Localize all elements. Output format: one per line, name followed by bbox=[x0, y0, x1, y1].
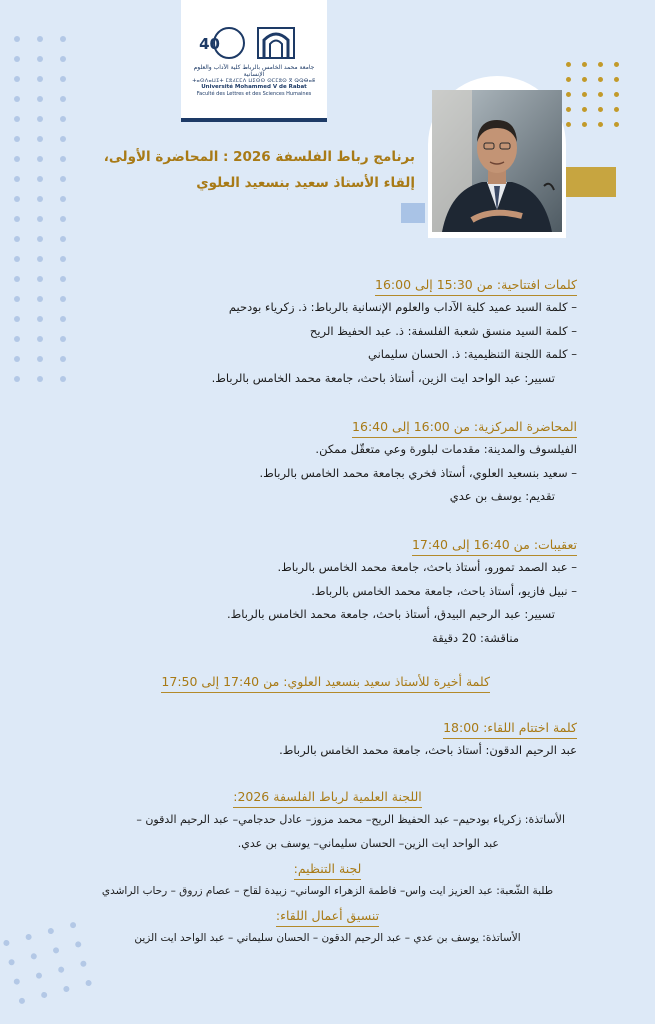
lecture-line: الفيلسوف والمدينة: مقدمات لبلورة وعي متعقّل ممكن. bbox=[315, 442, 577, 456]
comments-line: – نبيل فازيو، أستاذ باحث، جامعة محمد الخامس بالرباط. bbox=[311, 583, 577, 598]
organizing-heading: لجنة التنظيم: bbox=[294, 859, 362, 880]
opening-moderation: تسيير: عبد الواحد ايت الزين، أستاذ باحث، جامعة محمد الخامس بالرباط. bbox=[211, 370, 555, 385]
organizing-line: طلبة الشّعبة: عبد العزيز ايت واس– فاطمة الزهراء الوساني– زبيدة لقاح – عصام زروق – رحاب الراشدي bbox=[101, 885, 554, 897]
page-title bbox=[95, 144, 415, 196]
committee-section bbox=[90, 786, 565, 855]
speaker-photo-frame bbox=[428, 76, 566, 238]
comments-line: – عبد الصمد تمورو، أستاذ باحث، جامعة محمد الخامس بالرباط. bbox=[277, 560, 577, 574]
opening-line: – كلمة السيد عميد كلية الآداب والعلوم الإنسانية بالرباط: ذ. زكرياء بودحيم bbox=[228, 300, 577, 314]
lecture-line: – سعيد بنسعيد العلوي، أستاذ فخري بجامعة محمد الخامس بالرباط. bbox=[259, 465, 577, 480]
lecture-heading: المحاضرة المركزية: من 16:00 إلى 16:40 bbox=[352, 417, 577, 438]
opening-line: – كلمة اللجنة التنظيمية: ذ. الحسان سليماني bbox=[367, 347, 577, 361]
comments-section bbox=[227, 534, 577, 650]
logo-french-text: Université Mohammed V de Rabat bbox=[201, 84, 307, 90]
comments-moderation: تسيير: عبد الرحيم البيدق، أستاذ باحث، جامعة محمد الخامس بالرباط. bbox=[227, 607, 555, 621]
lecture-section bbox=[260, 416, 578, 509]
university-emblem-icon bbox=[199, 26, 296, 60]
final-word-section bbox=[161, 671, 490, 693]
decorative-dots-left bbox=[14, 36, 66, 382]
decorative-dots-gold bbox=[566, 62, 619, 127]
opening-heading: كلمات افتتاحية: من 15:30 إلى 16:00 bbox=[375, 275, 577, 296]
closing-heading: كلمة اختتام اللقاء: 18:00 bbox=[443, 718, 577, 739]
decorative-blue-rectangle bbox=[401, 203, 425, 223]
organizing-section bbox=[70, 858, 585, 904]
svg-text:40: 40 bbox=[199, 35, 220, 53]
logo-tifinagh-text: ⵜⴰⵙⴷⴰⵡⵉⵜ ⵎⵓⵃⵎⵎⴷ ⵡⵉⵙⵙ ⵙⵎⵎⵓⵙ ⴳ ⵕⵕⴱⴰⵟ bbox=[192, 78, 316, 84]
coordination-section bbox=[80, 905, 575, 951]
comments-heading: تعقيبات: من 16:40 إلى 17:40 bbox=[412, 535, 577, 556]
committee-heading: اللجنة العلمية لرباط الفلسفة 2026: bbox=[233, 787, 422, 808]
lecture-presentation: تقديم: يوسف بن عدي bbox=[449, 489, 555, 503]
title-line-2: إلقاء الأستاذ سعيد بنسعيد العلوي bbox=[196, 175, 415, 191]
title-line-1: برنامج رباط الفلسفة 2026 : المحاضرة الأولى، bbox=[103, 149, 415, 165]
committee-line: عبد الواحد ايت الزين– الحسان سليماني– يوسف بن عدي. bbox=[237, 836, 499, 850]
closing-section bbox=[279, 717, 577, 763]
coordination-heading: تنسيق أعمال اللقاء: bbox=[276, 906, 379, 927]
opening-line: – كلمة السيد منسق شعبة الفلسفة: ذ. عبد الحفيظ الريح bbox=[309, 323, 577, 338]
coordination-line: الأساتذة: يوسف بن عدي – عبد الرحيم الدقون – الحسان سليماني – عبد الواحد ايت الزين bbox=[134, 932, 521, 944]
closing-line: عبد الرحيم الدقون: أستاذ باحث، جامعة محمد الخامس بالرباط. bbox=[279, 743, 577, 757]
speaker-photo bbox=[432, 90, 562, 232]
opening-section bbox=[212, 274, 577, 390]
university-logo-card bbox=[181, 0, 327, 122]
comments-discussion: مناقشة: 20 دقيقة bbox=[432, 630, 519, 645]
committee-line: الأساتذة: زكرياء بودحيم– عبد الحفيظ الريح– محمد مزوز– عادل حدجامي– عبد الرحيم الدقون – bbox=[136, 813, 565, 826]
logo-french-subtitle: Faculté des Lettres et des Sciences Humaines bbox=[196, 91, 312, 97]
logo-arabic-text: جامعة محمد الخامس بالرباط كلية الآداب والعلوم الإنسانية bbox=[193, 64, 315, 78]
decorative-dots-bottom bbox=[3, 921, 93, 1004]
final-word-heading: كلمة أخيرة للأستاذ سعيد بنسعيد العلوي: من 17:40 إلى 17:50 bbox=[161, 672, 490, 693]
